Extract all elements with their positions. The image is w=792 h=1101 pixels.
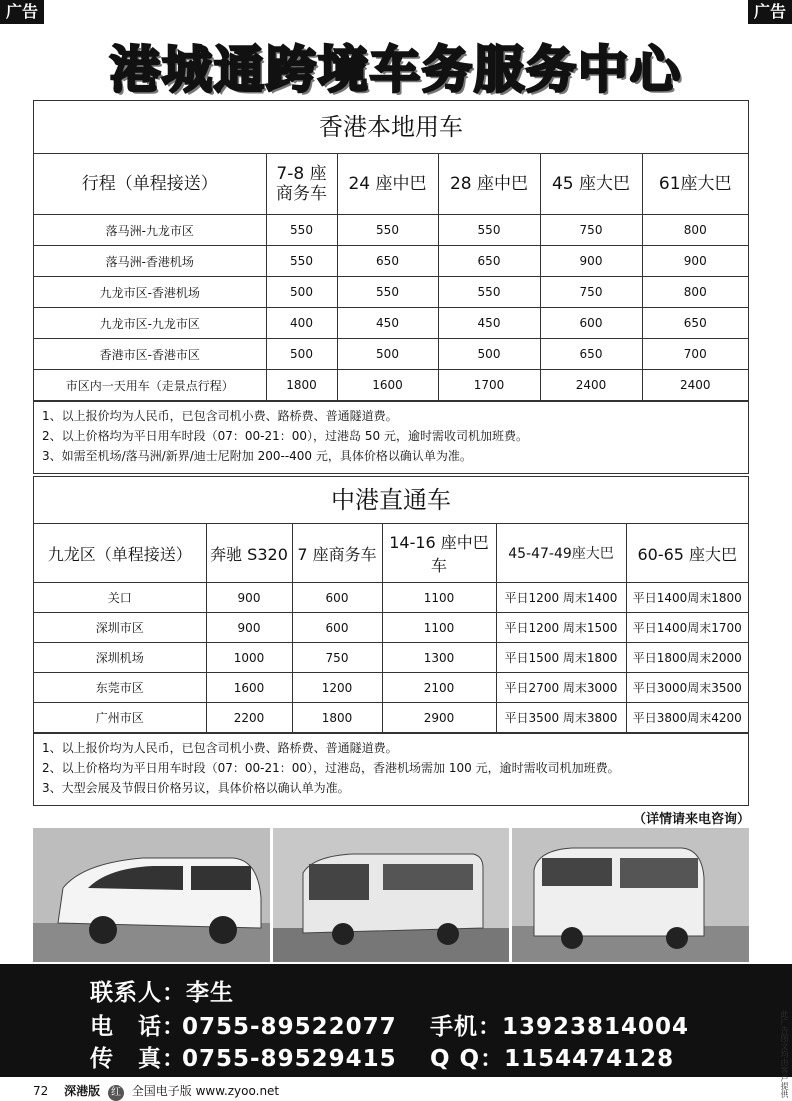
phone-label: 电 话： <box>90 1014 186 1040</box>
price-cell: 1100 <box>382 583 496 613</box>
price-cell: 650 <box>642 308 748 339</box>
table-row <box>34 583 748 613</box>
price-cell: 600 <box>292 583 382 613</box>
price-cell: 1300 <box>382 643 496 673</box>
price-cell: 400 <box>266 308 337 339</box>
table-row <box>34 643 748 673</box>
price-cell: 平日1200 周末1500 <box>496 613 626 643</box>
cn-note: 3、大型会展及节假日价格另议，具体价格以确认单为准。 <box>42 781 350 795</box>
fax-number: 0755-89529415 <box>182 1046 397 1072</box>
price-cell: 2100 <box>382 673 496 703</box>
price-cell: 550 <box>266 246 337 277</box>
price-cell: 550 <box>438 277 540 308</box>
table-row <box>34 277 748 308</box>
cn-section-title: 中港直通车 <box>34 477 748 524</box>
person-name: 李生 <box>186 980 234 1006</box>
price-cell: 900 <box>642 246 748 277</box>
price-cell: 800 <box>642 215 748 246</box>
price-cell: 1600 <box>337 370 438 401</box>
page-footer <box>33 1082 279 1101</box>
hk-header-61seat: 61座大巴 <box>642 154 748 215</box>
table-row <box>34 673 748 703</box>
price-cell: 平日1200 周末1400 <box>496 583 626 613</box>
phone-number: 0755-89522077 <box>182 1014 397 1040</box>
route-cell: 落马洲-香港机场 <box>34 246 266 277</box>
price-cell: 平日1500 周末1800 <box>496 643 626 673</box>
contact-phone-line <box>90 1008 689 1041</box>
cn-note: 2、以上价格均为平日用车时段（07：00-21：00），过港岛，香港机场需加 100 元，逾时需收司机加班费。 <box>42 761 620 775</box>
price-cell: 900 <box>540 246 642 277</box>
contact-panel <box>0 964 792 1077</box>
mpv-photo <box>33 828 270 962</box>
person-label: 联系人： <box>90 980 186 1006</box>
price-cell: 1100 <box>382 613 496 643</box>
cn-notes <box>34 733 748 802</box>
price-cell: 600 <box>540 308 642 339</box>
route-cell: 九龙市区-香港机场 <box>34 277 266 308</box>
hk-note: 3、如需至机场/落马洲/新界/迪士尼附加 200--400 元，具体价格以确认单为准。 <box>42 449 472 463</box>
price-cell: 500 <box>266 339 337 370</box>
price-cell: 650 <box>337 246 438 277</box>
price-cell: 650 <box>540 339 642 370</box>
price-cell: 2400 <box>540 370 642 401</box>
cn-header-14seat: 14-16 座中巴车 <box>382 524 496 583</box>
price-cell: 1200 <box>292 673 382 703</box>
ad-tag-right: 广告 <box>748 0 792 24</box>
hk-note: 2、以上价格均为平日用车时段（07：00-21：00），过港岛 50 元，逾时需收司机加班费。 <box>42 429 528 443</box>
table-row <box>34 246 748 277</box>
price-cell: 450 <box>438 308 540 339</box>
page-number: 72 <box>33 1084 49 1098</box>
hk-section-title: 香港本地用车 <box>34 101 748 154</box>
cn-header-60seat: 60-65 座大巴 <box>626 524 748 583</box>
price-cell: 700 <box>642 339 748 370</box>
price-cell: 900 <box>206 613 292 643</box>
hk-local-section <box>33 100 749 474</box>
route-cell: 香港市区-香港市区 <box>34 339 266 370</box>
cn-price-table <box>34 524 748 733</box>
contact-person-line <box>90 974 234 1007</box>
cn-header-7seat: 7 座商务车 <box>292 524 382 583</box>
price-cell: 平日3000周末3500 <box>626 673 748 703</box>
price-cell: 550 <box>438 215 540 246</box>
price-cell: 平日3800周末4200 <box>626 703 748 733</box>
price-cell: 450 <box>337 308 438 339</box>
hk-header-24seat: 24 座中巴 <box>337 154 438 215</box>
edition-label: 深港版 <box>64 1084 101 1098</box>
minibus-photo <box>512 828 749 962</box>
hk-header-route: 行程（单程接送） <box>34 154 266 215</box>
route-cell: 落马洲-九龙市区 <box>34 215 266 246</box>
price-cell: 1000 <box>206 643 292 673</box>
price-cell: 600 <box>292 613 382 643</box>
price-cell: 平日1800周末2000 <box>626 643 748 673</box>
bus-photo <box>273 828 510 962</box>
price-cell: 800 <box>642 277 748 308</box>
route-cell: 关口 <box>34 583 206 613</box>
price-cell: 2400 <box>642 370 748 401</box>
hk-notes <box>34 401 748 470</box>
price-cell: 2200 <box>206 703 292 733</box>
price-cell: 500 <box>438 339 540 370</box>
price-cell: 平日2700 周末3000 <box>496 673 626 703</box>
cn-header-45seat: 45-47-49座大巴 <box>496 524 626 583</box>
price-cell: 650 <box>438 246 540 277</box>
cn-hk-section <box>33 476 749 806</box>
cn-note: 1、以上报价均为人民币，已包含司机小费、路桥费、普通隧道费。 <box>42 741 398 755</box>
contact-fax-line <box>90 1040 674 1073</box>
ad-tag-left: 广告 <box>0 0 44 24</box>
price-cell: 1600 <box>206 673 292 703</box>
cn-header-route: 九龙区（单程接送） <box>34 524 206 583</box>
route-cell: 深圳市区 <box>34 613 206 643</box>
hk-header-45seat: 45 座大巴 <box>540 154 642 215</box>
price-cell: 500 <box>266 277 337 308</box>
page-title: 港城通跨境车务服务中心 <box>110 41 682 99</box>
route-cell: 深圳机场 <box>34 643 206 673</box>
mobile-label: 手机： <box>430 1014 502 1040</box>
red-badge-icon: 红 <box>108 1085 124 1101</box>
hk-price-table <box>34 154 748 401</box>
qq-label: Q Q： <box>430 1046 505 1072</box>
cn-header-s320: 奔驰 S320 <box>206 524 292 583</box>
table-row <box>34 613 748 643</box>
price-cell: 1800 <box>292 703 382 733</box>
site-label: 全国电子版 www.zyoo.net <box>131 1084 280 1098</box>
table-row <box>34 370 748 401</box>
price-cell: 平日1400周末1700 <box>626 613 748 643</box>
hk-note: 1、以上报价均为人民币，已包含司机小费、路桥费、普通隧道费。 <box>42 409 398 423</box>
mobile-number: 13923814004 <box>502 1014 690 1040</box>
route-cell: 市区内一天用车（走景点行程） <box>34 370 266 401</box>
price-cell: 平日3500 周末3800 <box>496 703 626 733</box>
price-cell: 1800 <box>266 370 337 401</box>
price-cell: 750 <box>292 643 382 673</box>
route-cell: 东莞市区 <box>34 673 206 703</box>
hk-header-28seat: 28 座中巴 <box>438 154 540 215</box>
consult-note: （详情请来电咨询） <box>632 812 750 827</box>
qq-number: 1154474128 <box>504 1046 675 1072</box>
hk-header-7seat: 7-8 座 商务车 <box>266 154 337 215</box>
price-cell: 550 <box>266 215 337 246</box>
price-cell: 750 <box>540 215 642 246</box>
vehicle-photos <box>33 828 749 962</box>
route-cell: 九龙市区-九龙市区 <box>34 308 266 339</box>
price-cell: 2900 <box>382 703 496 733</box>
route-cell: 广州市区 <box>34 703 206 733</box>
fax-label: 传 真： <box>90 1046 186 1072</box>
price-cell: 平日1400周末1800 <box>626 583 748 613</box>
side-note: 此广告图文均由客户提供 <box>780 1010 789 1098</box>
table-row <box>34 703 748 733</box>
price-cell: 550 <box>337 215 438 246</box>
table-row <box>34 215 748 246</box>
price-cell: 550 <box>337 277 438 308</box>
price-cell: 750 <box>540 277 642 308</box>
table-row <box>34 339 748 370</box>
price-cell: 1700 <box>438 370 540 401</box>
price-cell: 500 <box>337 339 438 370</box>
price-cell: 900 <box>206 583 292 613</box>
table-row <box>34 308 748 339</box>
